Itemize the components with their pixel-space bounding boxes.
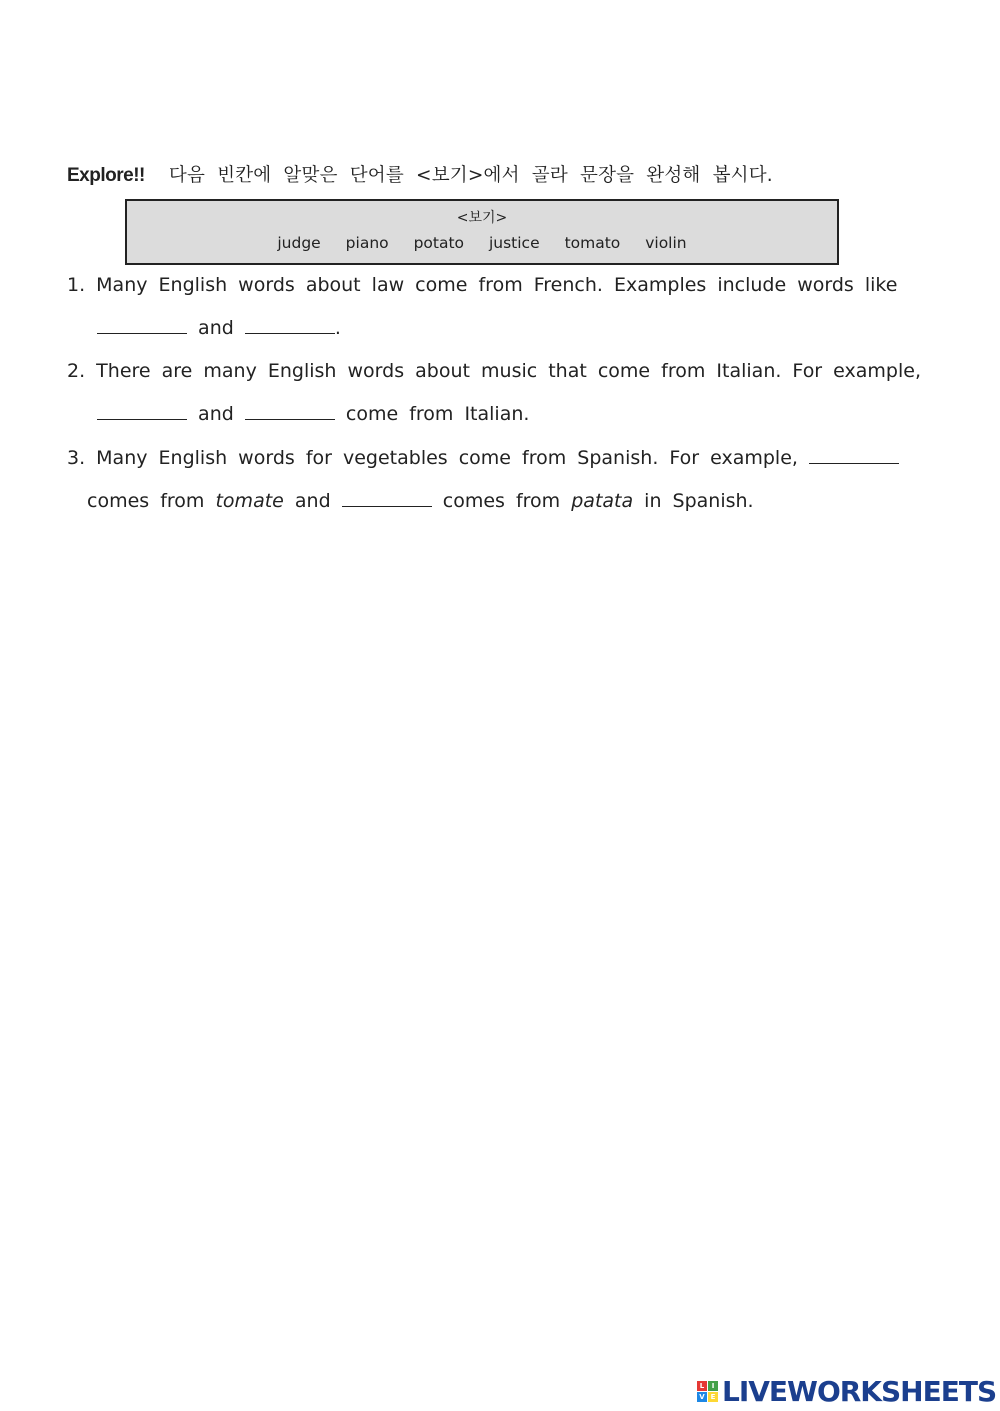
question-3-line-1 <box>67 443 899 473</box>
word-bank-item: violin <box>645 234 687 252</box>
question-1-line-2 <box>97 313 341 343</box>
word-bank-item: piano <box>345 234 389 252</box>
explore-title: Explore!! <box>67 165 145 186</box>
logo-letter-i: I <box>708 1381 718 1391</box>
question-2-text: 2. There are many English words about music that come from Italian. For example, <box>67 360 921 382</box>
question-3-part1: comes from <box>87 490 205 512</box>
word-bank-title: <보기> <box>456 210 508 226</box>
question-1-text: 1. Many English words about law come from French. Examples include words like <box>67 274 898 296</box>
question-3-part2: comes from <box>442 490 561 512</box>
word-bank-box <box>125 199 839 265</box>
logo-grid-icon <box>697 1381 718 1402</box>
answer-blank-3b[interactable] <box>342 492 432 507</box>
question-2-line-1 <box>67 356 921 386</box>
question-1-line-1 <box>67 270 897 300</box>
answer-blank-1a[interactable] <box>97 319 187 334</box>
question-2-end: come from Italian. <box>345 403 530 425</box>
question-2-and: and <box>198 403 234 425</box>
word-bank-item: tomato <box>564 234 621 252</box>
question-3-line-2 <box>87 486 754 516</box>
liveworksheets-logo <box>697 1374 996 1408</box>
word-bank-item: justice <box>488 234 540 252</box>
answer-blank-3a[interactable] <box>809 449 899 464</box>
word-bank-list <box>127 234 837 252</box>
question-1-end: . <box>334 317 341 339</box>
header <box>67 160 773 191</box>
question-3-end: in Spanish. <box>644 490 754 512</box>
answer-blank-2a[interactable] <box>97 405 187 420</box>
word-bank-item: potato <box>413 234 465 252</box>
question-3-text: 3. Many English words for vegetables come from Spanish. For example, <box>67 447 798 469</box>
logo-text: LIVEWORKSHEETS <box>722 1374 997 1408</box>
answer-blank-1b[interactable] <box>245 319 335 334</box>
question-3-word2: patata <box>571 490 634 512</box>
question-3-and: and <box>294 490 331 512</box>
logo-letter-l: L <box>697 1381 707 1391</box>
question-1-and: and <box>198 317 234 339</box>
logo-letter-v: V <box>697 1392 707 1402</box>
question-2-line-2 <box>97 399 529 429</box>
answer-blank-2b[interactable] <box>245 405 335 420</box>
instruction-text: 다음 빈칸에 알맞은 단어를 <보기>에서 골라 문장을 완성해 봅시다. <box>168 165 773 186</box>
word-bank-item: judge <box>277 234 321 252</box>
logo-letter-e: E <box>708 1392 718 1402</box>
question-3-word1: tomate <box>215 490 284 512</box>
